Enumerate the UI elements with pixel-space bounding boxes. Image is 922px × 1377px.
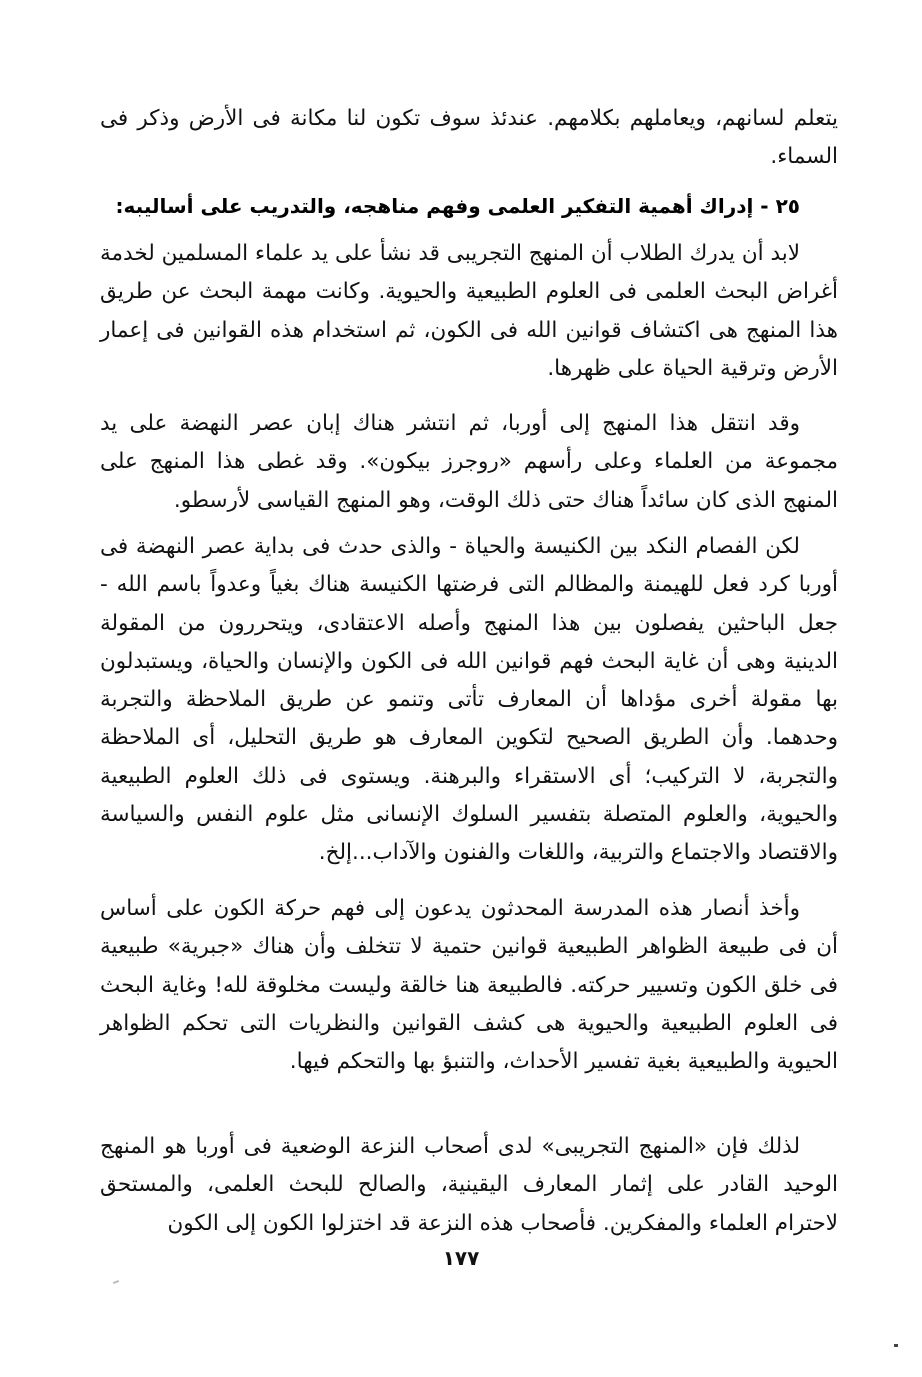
paragraph-5 [100,1128,838,1243]
section-heading: ٢٥ - إدراك أهمية التفكير العلمى وفهم مناهجه، والتدريب على أساليبه: [115,194,800,218]
paragraph-2 [100,405,838,520]
opening-paragraph [100,100,838,177]
opening-paragraph-text: يتعلم لسانهم، ويعاملهم بكلامهم. عندئذ سوف تكون لنا مكانة فى الأرض وذكر فى السماء. [100,106,838,170]
paragraph-4-text: وأخذ أنصار هذه المدرسة المحدثون يدعون إلى فهم حركة الكون على أساس أن فى طبيعة الظواهر الطبيعية قوانين حتمية لا تتخلف وأن هناك «جبرية» طبيعية فى خلق الكون وتسيير حركته. فالطبيعة هنا خالقة وليست مخلوقة لله! وغاية البحث فى العلوم الطبيعية والحيوية هى كشف القوانين والنظريات التى تحكم الظواهر الحيوية والطبيعية بغية تفسير الأحداث، والتنبؤ بها والتحكم فيها. [100,896,838,1075]
paragraph-4 [100,890,838,1081]
scan-speck [113,1280,119,1284]
paragraph-3 [100,528,838,873]
scan-speck [894,1344,898,1347]
page-number: ١٧٧ [442,1246,480,1270]
paragraph-2-text: وقد انتقل هذا المنهج إلى أوربا، ثم انتشر هناك إبان عصر النهضة على يد مجموعة من العلماء وعلى رأسهم «روجرز بيكون». وقد غطى هذا المنهج على المنهج الذى كان سائداً هناك حتى ذلك الوقت، وهو المنهج القياسى لأرسطو. [100,411,838,513]
paragraph-3-text: لكن الفصام النكد بين الكنيسة والحياة - والذى حدث فى بداية عصر النهضة فى أوربا كرد فعل للهيمنة والمظالم التى فرضتها الكنيسة هناك بغياً وعدواً باسم الله - جعل الباحثين يفصلون بين هذا المنهج وأصله الاعتقادى، ويتحررون من المقولة الدينية وهى أن غاية البحث فهم قوانين الله فى الكون والإنسان والحياة، ويستبدلون بها مقولة أخرى مؤداها أن المعارف تأتى وتنمو عن طريق الملاحظة والتجربة وحدهما. وأن الطريق الصحيح لتكوين المعارف هو طريق التحليل، أى الملاحظة والتجربة، لا التركيب؛ أى الاستقراء والبرهنة. ويستوى فى ذلك العلوم الطبيعية والحيوية، والعلوم المتصلة بتفسير السلوك الإنسانى مثل علوم النفس والسياسة والاقتصاد والاجتماع والتربية، واللغات والفنون والآداب...إلخ. [100,534,838,866]
paragraph-5-text: لذلك فإن «المنهج التجريبى» لدى أصحاب النزعة الوضعية فى أوربا هو المنهج الوحيد القادر على إثمار المعارف اليقينية، والصالح للبحث العلمى، والمستحق لاحترام العلماء والمفكرين. فأصحاب هذه النزعة قد اختزلوا الكون إلى الكون [100,1134,838,1236]
paragraph-1 [100,235,838,388]
paragraph-1-text: لابد أن يدرك الطلاب أن المنهج التجريبى قد نشأ على يد علماء المسلمين لخدمة أغراض البحث العلمى فى العلوم الطبيعية والحيوية. وكانت مهمة البحث عن طريق هذا المنهج هى اكتشاف قوانين الله فى الكون، ثم استخدام هذه القوانين فى إعمار الأرض وترقية الحياة على ظهرها. [100,241,838,381]
